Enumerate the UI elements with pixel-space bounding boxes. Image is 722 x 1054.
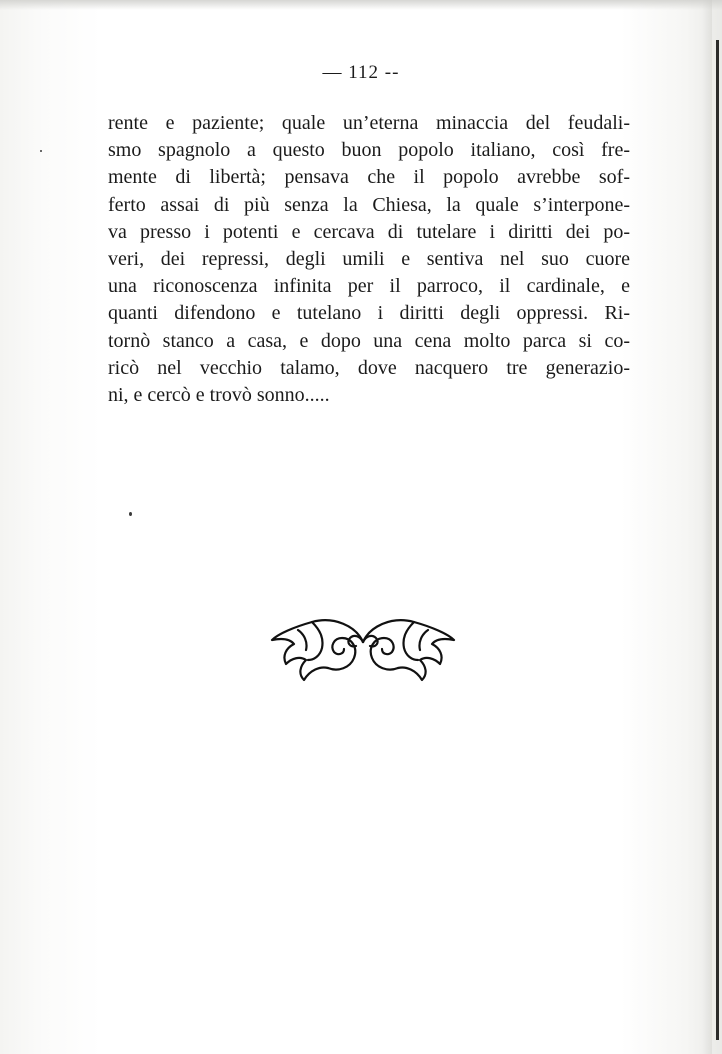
page-number: — 112 -- [322,62,400,83]
text-line: rente e paziente; quale un’eterna minaccia del feudali- [108,112,630,134]
text-line: quanti difendono e tutelano i diritti degli oppressi. Ri- [108,302,630,325]
text-line: ferto assai di più senza la Chiesa, la quale s’interpone- [108,193,630,216]
page-top-edge-shadow [0,0,722,10]
text-line: va presso i potenti e cercava di tutelare i diritti dei po- [108,220,630,243]
page-binding-edge [716,40,719,1040]
ink-speck [40,150,42,152]
body-paragraph [108,110,630,409]
text-line: smo spagnolo a questo buon popolo italiano, così fre- [108,139,630,162]
page-right-shadow [702,0,712,1054]
text-line: veri, dei repressi, degli umili e sentiva nel suo cuore [108,247,630,270]
text-line: ricò nel vecchio talamo, dove nacquero tre generazio- [108,356,630,379]
acanthus-scroll-ornament-icon [268,606,458,684]
text-line: ni, e cercò e trovò sonno..... [108,383,330,406]
text-line: una riconoscenza infinita per il parroco, il cardinale, e [108,275,630,298]
text-line: mente di libertà; pensava che il popolo avrebbe sof- [108,166,630,189]
text-line: tornò stanco a casa, e dopo una cena molto parca si co- [108,329,630,352]
ink-speck [129,512,132,516]
